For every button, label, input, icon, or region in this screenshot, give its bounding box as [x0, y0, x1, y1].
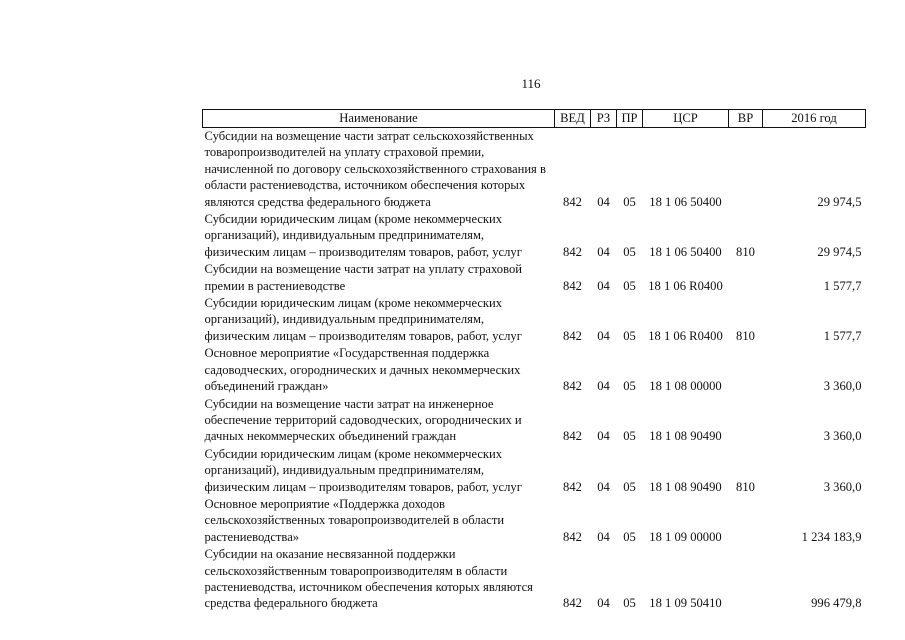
row-pr: 05: [623, 479, 636, 494]
row-rz: 04: [597, 529, 610, 544]
budget-table: [202, 109, 866, 613]
row-name: Субсидии юридическим лицам (кроме некоммерческих организаций), индивидуальным предпринимателям, физическим лицам – производителям товаров, работ, услуг: [204, 446, 522, 494]
table-row: [203, 261, 866, 295]
row-amount: 1 577,7: [823, 328, 862, 343]
row-name: Субсидии на возмещение части затрат на инженерное обеспечение территорий садоводческих, огороднических и дачных некоммерческих объединений граждан: [204, 396, 522, 444]
header-name: Наименование: [203, 110, 555, 128]
row-name: Субсидии юридическим лицам (кроме некоммерческих организаций), индивидуальным предпринимателям, физическим лицам – производителям товаров, работ, услуг: [204, 296, 522, 343]
row-vr: [729, 546, 763, 613]
row-vr: 810: [736, 479, 755, 494]
row-pr: 05: [623, 379, 636, 394]
row-pr: 05: [623, 278, 636, 293]
row-amount: 3 360,0: [823, 429, 862, 444]
row-name: Субсидии юридическим лицам (кроме некоммерческих организаций), индивидуальным предпринимателям, физическим лицам – производителям товаров, работ, услуг: [204, 212, 522, 259]
row-ved: 842: [563, 194, 582, 209]
header-csr: ЦСР: [643, 110, 729, 128]
row-csr: 18 1 08 00000: [649, 379, 722, 394]
row-csr: 18 1 06 50400: [649, 244, 722, 259]
page-number: 116: [521, 76, 541, 91]
row-rz: 04: [597, 278, 610, 293]
row-name: Субсидии на возмещение части затрат на уплату страховой премии в растениеводстве: [204, 262, 522, 293]
row-pr: 05: [623, 328, 636, 343]
row-csr: 18 1 08 90490: [649, 479, 722, 494]
row-name: Субсидии на возмещение части затрат сельскохозяйственных товаропроизводителей на уплату страховой премии, начисленной по договору сельскохозяйственного страхования в области растениеводства, источником обеспечения которых являются средства федерального бюджета: [204, 129, 546, 209]
row-pr: 05: [623, 596, 636, 611]
row-csr: 18 1 08 90490: [649, 429, 722, 444]
table-row: [203, 128, 866, 212]
row-pr: 05: [623, 244, 636, 259]
row-ved: 842: [563, 278, 582, 293]
table-header-row: [203, 110, 866, 128]
row-ved: 842: [563, 529, 582, 544]
row-rz: 04: [597, 596, 610, 611]
row-rz: 04: [597, 194, 610, 209]
header-rz: РЗ: [591, 110, 617, 128]
table-row: [203, 396, 866, 446]
row-rz: 04: [597, 244, 610, 259]
header-amount: 2016 год: [763, 110, 866, 128]
header-pr: ПР: [617, 110, 643, 128]
row-rz: 04: [597, 379, 610, 394]
row-csr: 18 1 06 R0400: [648, 328, 723, 343]
row-csr: 18 1 06 R0400: [648, 278, 723, 293]
table-row: [203, 546, 866, 613]
row-csr: 18 1 09 50410: [649, 596, 722, 611]
row-ved: 842: [563, 379, 582, 394]
row-rz: 04: [597, 328, 610, 343]
header-ved: ВЕД: [555, 110, 591, 128]
header-vr: ВР: [729, 110, 763, 128]
row-vr: 810: [736, 244, 755, 259]
row-pr: 05: [623, 529, 636, 544]
row-vr: [729, 396, 763, 446]
row-ved: 842: [563, 596, 582, 611]
table-row: [203, 295, 866, 345]
row-rz: 04: [597, 479, 610, 494]
table-row: [203, 496, 866, 546]
row-csr: 18 1 09 00000: [649, 529, 722, 544]
row-name: Субсидии на оказание несвязанной поддержки сельскохозяйственным товаропроизводителям в области растениеводства, источником обеспечения которых являются средства федерального бюджета: [204, 547, 533, 611]
row-pr: 05: [623, 429, 636, 444]
row-amount: 3 360,0: [823, 379, 862, 394]
row-vr: [729, 496, 763, 546]
row-ved: 842: [563, 328, 582, 343]
row-ved: 842: [563, 244, 582, 259]
row-name: Основное мероприятие «Государственная поддержка садоводческих, огороднических и дачных некоммерческих объединений граждан»: [204, 346, 521, 394]
row-amount: 29 974,5: [817, 244, 862, 259]
row-amount: 3 360,0: [823, 479, 862, 494]
table-row: [203, 446, 866, 496]
row-name: Основное мероприятие «Поддержка доходов сельскохозяйственных товаропроизводителей в области растениеводства»: [204, 496, 505, 544]
row-ved: 842: [563, 429, 582, 444]
row-vr: [729, 128, 763, 212]
row-ved: 842: [563, 479, 582, 494]
table-row: [203, 211, 866, 261]
row-amount: 1 577,7: [823, 278, 862, 293]
row-pr: 05: [623, 194, 636, 209]
row-rz: 04: [597, 429, 610, 444]
row-vr: 810: [736, 328, 755, 343]
row-amount: 996 479,8: [811, 596, 862, 611]
table-row: [203, 345, 866, 395]
row-amount: 29 974,5: [817, 194, 862, 209]
row-vr: [729, 261, 763, 295]
row-amount: 1 234 183,9: [801, 529, 862, 544]
row-vr: [729, 345, 763, 395]
row-csr: 18 1 06 50400: [649, 194, 722, 209]
